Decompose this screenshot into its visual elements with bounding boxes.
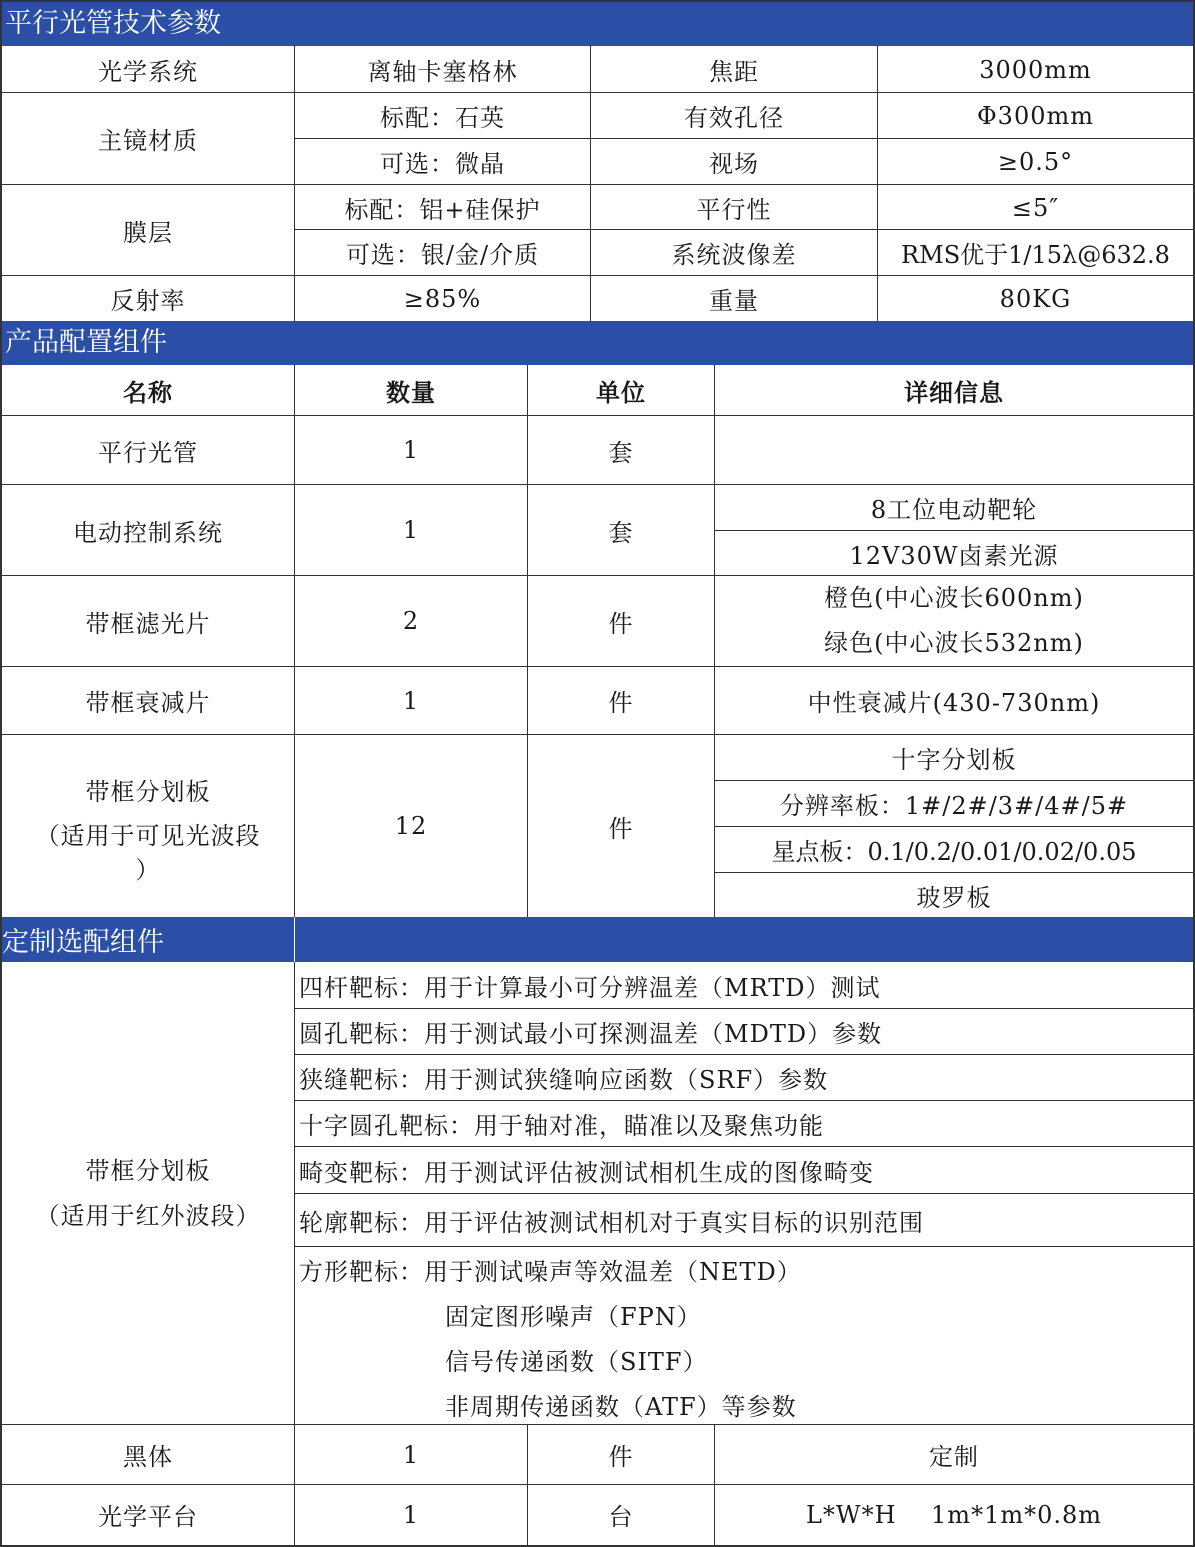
grid-line (715, 530, 1193, 531)
grid-line (295, 138, 1193, 139)
grid-line (294, 46, 295, 321)
table-border-top (0, 0, 1195, 2)
ir-target-item-1: 四杆靶标：用于计算最小可分辨温差（MRTD）测试 (299, 974, 881, 1002)
ir-square-line-3: 信号传递函数（SITF） (445, 1348, 708, 1376)
wavefront-value: RMS优于1/15λ@632.8 (901, 241, 1170, 269)
grid-line (877, 46, 878, 321)
ir-square-target (299, 1250, 1189, 1422)
header-unit: 单位 (596, 378, 646, 407)
grid-line (294, 962, 295, 1545)
grid-line (2, 275, 1193, 276)
filter-name: 带框滤光片 (85, 609, 211, 638)
filter-details (715, 576, 1193, 666)
grid-line (294, 365, 295, 917)
reticle-visible-name-2: （适用于可见光波段 (35, 822, 261, 850)
reticle-ir-name-1: 带框分划板 (85, 1156, 211, 1185)
ir-square-line-2: 固定图形噪声（FPN） (445, 1303, 702, 1331)
header-name: 名称 (123, 378, 173, 407)
blackbody-qty: 1 (402, 1440, 420, 1469)
wavefront-label: 系统波像差 (671, 241, 797, 269)
filter-qty: 2 (402, 607, 420, 635)
blackbody-unit: 件 (608, 1443, 634, 1471)
section-title-config: 产品配置组件 (2, 321, 1193, 365)
grid-line (295, 1008, 1193, 1009)
collimator-unit: 套 (608, 438, 634, 467)
control-unit: 套 (608, 518, 634, 547)
collimator-name: 平行光管 (98, 438, 198, 467)
control-name: 电动控制系统 (73, 518, 223, 547)
ir-square-line-1: 方形靶标：用于测试噪声等效温差（NETD） (299, 1258, 802, 1286)
control-detail-2: 12V30W卤素光源 (849, 541, 1059, 570)
ir-target-item-4: 十字圆孔靶标：用于轴对准，瞄准以及聚焦功能 (299, 1112, 824, 1140)
reticle-visible-name (2, 735, 294, 917)
reticle-visible-name-3: ） (135, 856, 161, 884)
grid-line (2, 484, 1193, 485)
coating-standard: 标配：铝+硅保护 (344, 196, 541, 224)
section-title-custom: 定制选配组件 (2, 917, 1193, 962)
filter-detail-2: 绿色(中心波长532nm) (824, 629, 1084, 657)
section-title-tech: 平行光管技术参数 (2, 2, 1193, 46)
attenuator-qty: 1 (402, 686, 420, 715)
focal-label: 焦距 (709, 58, 759, 86)
grid-line (715, 872, 1193, 873)
filter-unit: 件 (608, 609, 634, 638)
grid-line (2, 734, 1193, 735)
header-detail: 详细信息 (904, 378, 1004, 407)
reflectivity-value: ≥85% (403, 284, 482, 313)
reticle-visible-detail-2: 分辨率板：1#/2#/3#/4#/5# (779, 792, 1129, 820)
mirror-label: 主镜材质 (98, 127, 198, 155)
platform-unit: 台 (608, 1503, 634, 1531)
grid-line (295, 1246, 1193, 1247)
grid-line (714, 1424, 715, 1545)
mirror-standard: 标配：石英 (380, 104, 505, 132)
ir-target-item-2: 圆孔靶标：用于测试最小可探测温差（MDTD）参数 (299, 1020, 883, 1048)
blackbody-name: 黑体 (123, 1443, 173, 1471)
weight-label: 重量 (709, 287, 759, 315)
grid-line (2, 1484, 1193, 1485)
blackbody-detail: 定制 (929, 1443, 979, 1471)
focal-value: 3000mm (979, 55, 1092, 84)
weight-value: 80KG (999, 284, 1072, 313)
aperture-label: 有效孔径 (684, 104, 784, 132)
ir-target-item-3: 狭缝靶标：用于测试狭缝响应函数（SRF）参数 (299, 1066, 829, 1094)
ir-square-line-4: 非周期传递函数（ATF）等参数 (445, 1393, 797, 1421)
parallel-value: ≤5″ (1011, 193, 1060, 222)
grid-line (294, 917, 295, 962)
aperture-value: Φ300mm (977, 101, 1094, 130)
header-qty: 数量 (386, 378, 436, 407)
reflectivity-label: 反射率 (110, 287, 186, 315)
grid-line (295, 1193, 1193, 1194)
grid-line (2, 184, 1193, 185)
attenuator-unit: 件 (608, 689, 634, 717)
grid-line (2, 92, 1193, 93)
platform-qty: 1 (402, 1500, 420, 1529)
grid-line (2, 575, 1193, 576)
table-border-left (0, 0, 2, 1547)
grid-line (2, 1424, 1193, 1425)
reticle-visible-unit: 件 (608, 814, 634, 843)
grid-line (2, 666, 1193, 667)
grid-line (2, 415, 1193, 416)
grid-line (295, 1054, 1193, 1055)
grid-line (590, 46, 591, 321)
optical-system-value: 离轴卡塞格林 (367, 58, 518, 86)
fov-value: ≥0.5° (997, 147, 1074, 176)
parallel-label: 平行性 (696, 196, 772, 224)
attenuator-name: 带框衰减片 (85, 689, 211, 717)
coating-optional: 可选：银/金/介质 (345, 241, 540, 269)
optical-system-label: 光学系统 (98, 58, 198, 86)
reticle-ir-name-2: （适用于红外波段） (35, 1201, 261, 1230)
grid-line (295, 1146, 1193, 1147)
grid-line (715, 780, 1193, 781)
grid-line (295, 1100, 1193, 1101)
grid-line (527, 1424, 528, 1545)
platform-name: 光学平台 (98, 1503, 198, 1531)
ir-target-item-6: 轮廓靶标：用于评估被测试相机对于真实目标的识别范围 (299, 1208, 924, 1237)
mirror-optional: 可选：微晶 (380, 150, 505, 178)
grid-line (715, 826, 1193, 827)
fov-label: 视场 (709, 150, 759, 178)
grid-line (714, 365, 715, 917)
grid-line (295, 229, 1193, 230)
reticle-visible-detail-4: 玻罗板 (916, 883, 992, 912)
reticle-ir-name (2, 963, 294, 1424)
coating-label: 膜层 (123, 218, 173, 247)
reticle-visible-name-1: 带框分划板 (85, 778, 211, 806)
control-detail-1: 8工位电动靶轮 (870, 496, 1038, 524)
reticle-visible-qty: 12 (394, 812, 428, 840)
filter-detail-1: 橙色(中心波长600nm) (824, 584, 1084, 612)
attenuator-detail: 中性衰减片(430-730nm) (807, 689, 1101, 717)
ir-target-item-5: 畸变靶标：用于测试评估被测试相机生成的图像畸变 (299, 1158, 874, 1187)
collimator-qty: 1 (402, 436, 420, 464)
platform-detail: L*W*H 1m*1m*0.8m (805, 1500, 1103, 1529)
control-qty: 1 (402, 516, 420, 544)
reticle-visible-detail-1: 十字分划板 (891, 746, 1017, 774)
grid-line (527, 365, 528, 917)
reticle-visible-detail-3: 星点板：0.1/0.2/0.01/0.02/0.05 (771, 838, 1137, 866)
